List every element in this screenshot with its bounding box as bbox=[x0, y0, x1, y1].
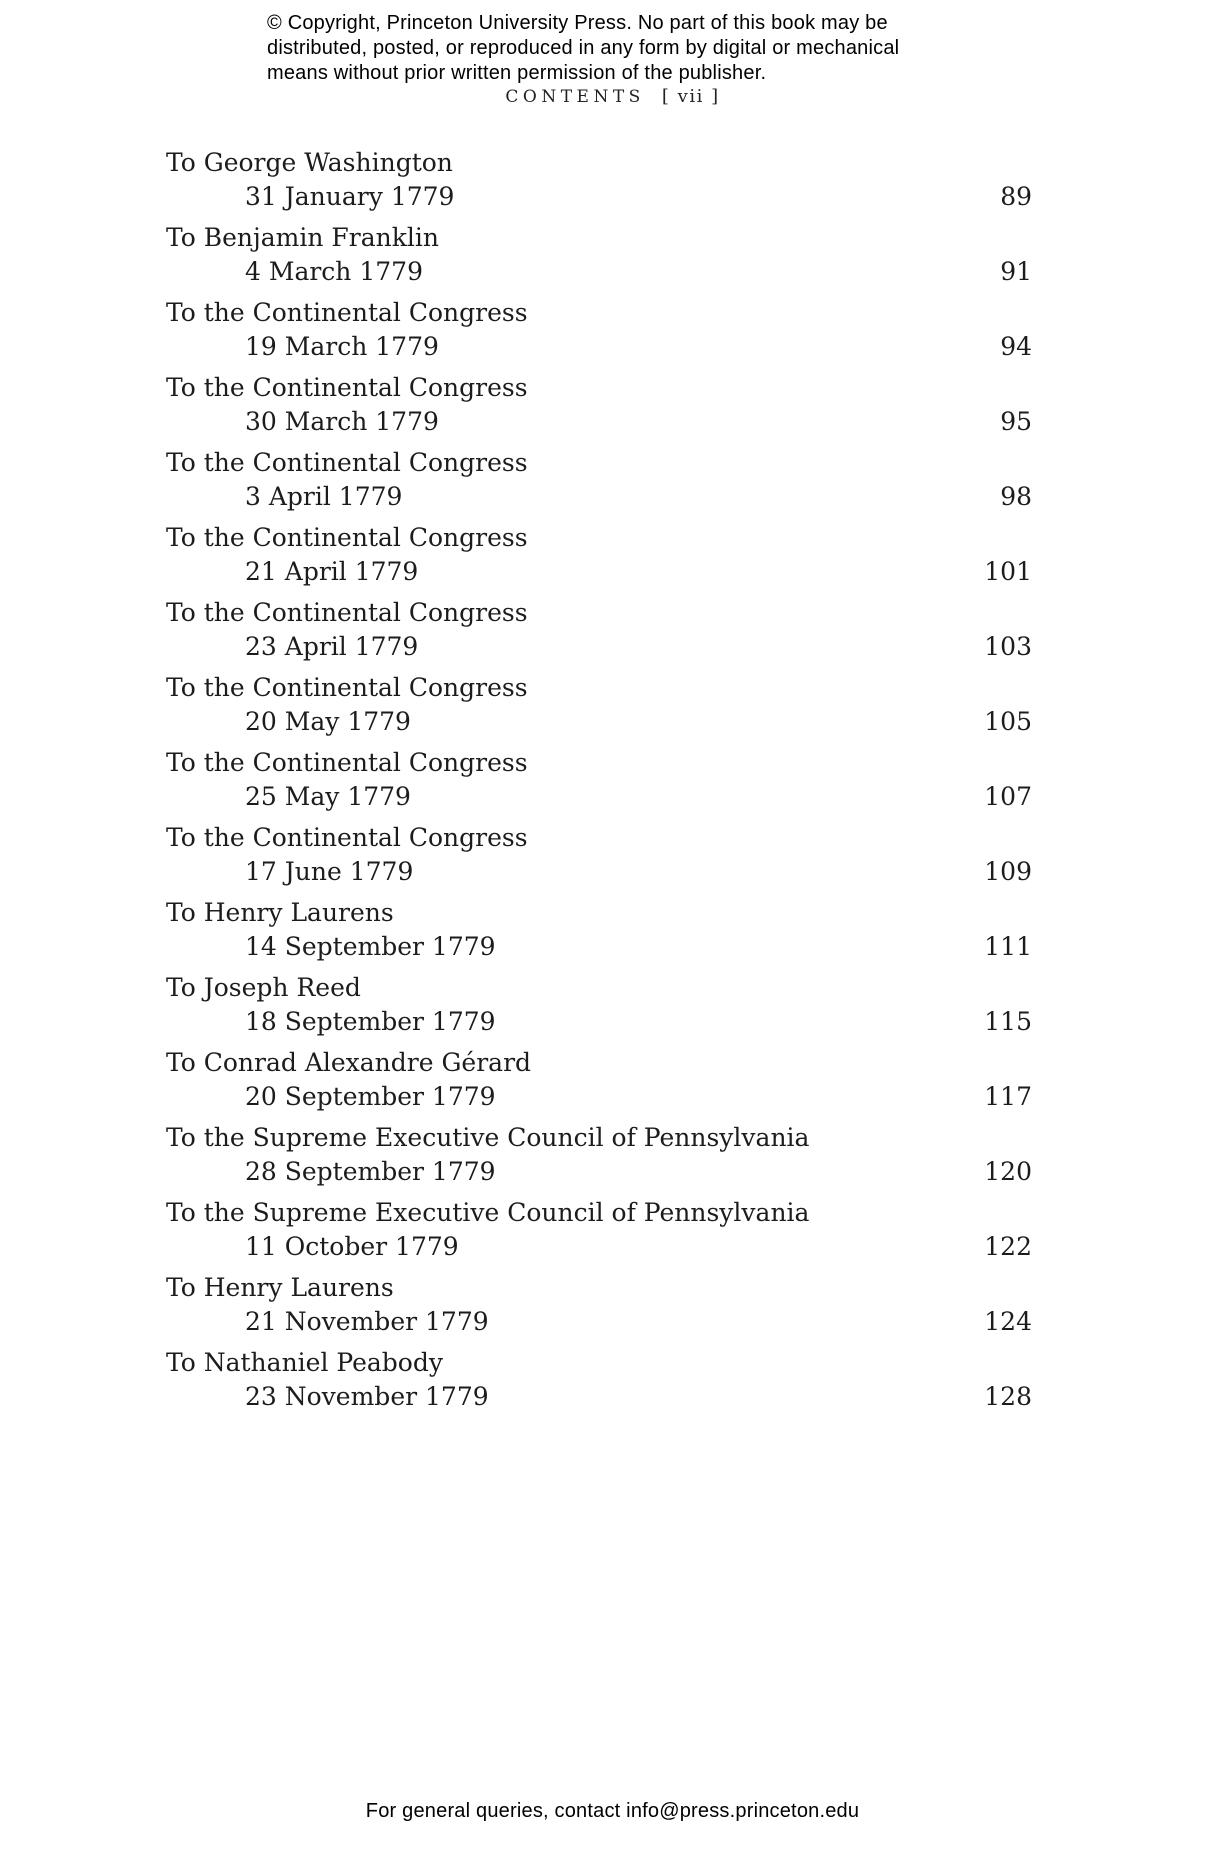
entry-date: 11 October 1779 bbox=[245, 1232, 459, 1261]
entry-date: 19 March 1779 bbox=[245, 332, 439, 361]
toc-entry bbox=[166, 1121, 1032, 1189]
toc-entry bbox=[166, 821, 1032, 889]
toc-entry bbox=[166, 446, 1032, 514]
entry-page-number: 105 bbox=[984, 707, 1032, 736]
entry-recipient: To Nathaniel Peabody bbox=[166, 1348, 443, 1377]
entry-page-number: 124 bbox=[984, 1307, 1032, 1336]
entry-date-row bbox=[166, 180, 1032, 214]
entry-page-number: 120 bbox=[984, 1157, 1032, 1186]
toc-entry bbox=[166, 1271, 1032, 1339]
entry-date-row bbox=[166, 1230, 1032, 1264]
entry-page-number: 111 bbox=[984, 932, 1032, 961]
entry-recipient: To Joseph Reed bbox=[166, 973, 361, 1002]
entry-date: 21 April 1779 bbox=[245, 557, 419, 586]
entry-page-number: 109 bbox=[984, 857, 1032, 886]
copyright-notice bbox=[267, 11, 899, 86]
entry-page-number: 103 bbox=[984, 632, 1032, 661]
entry-page-number: 107 bbox=[984, 782, 1032, 811]
toc-entry bbox=[166, 146, 1032, 214]
toc-entry bbox=[166, 296, 1032, 364]
copyright-line: distributed, posted, or reproduced in any form by digital or mechanical bbox=[267, 37, 900, 59]
toc-entry bbox=[166, 1046, 1032, 1114]
entry-recipient: To Benjamin Franklin bbox=[166, 223, 439, 252]
entry-recipient: To George Washington bbox=[166, 148, 453, 177]
entry-date: 4 March 1779 bbox=[245, 257, 423, 286]
entry-date-row bbox=[166, 1080, 1032, 1114]
entry-page-number: 115 bbox=[984, 1007, 1032, 1036]
entry-recipient: To the Continental Congress bbox=[166, 598, 528, 627]
entry-recipient: To Henry Laurens bbox=[166, 898, 394, 927]
entry-date: 30 March 1779 bbox=[245, 407, 439, 436]
entry-date-row bbox=[166, 1005, 1032, 1039]
entry-page-number: 128 bbox=[984, 1382, 1032, 1411]
entry-page-number: 95 bbox=[1000, 407, 1032, 436]
entry-page-number: 98 bbox=[1000, 482, 1032, 511]
entry-page-number: 117 bbox=[984, 1082, 1032, 1111]
entry-recipient: To the Continental Congress bbox=[166, 748, 528, 777]
entry-date-row bbox=[166, 855, 1032, 889]
entry-date-row bbox=[166, 405, 1032, 439]
entry-recipient: To the Continental Congress bbox=[166, 673, 528, 702]
entry-date-row bbox=[166, 780, 1032, 814]
entry-date-row bbox=[166, 705, 1032, 739]
entry-recipient: To Conrad Alexandre Gérard bbox=[166, 1048, 532, 1077]
toc-entry bbox=[166, 521, 1032, 589]
entry-date: 18 September 1779 bbox=[245, 1007, 496, 1036]
entry-date: 28 September 1779 bbox=[245, 1157, 496, 1186]
entry-date-row bbox=[166, 255, 1032, 289]
entry-date-row bbox=[166, 480, 1032, 514]
entry-recipient: To the Supreme Executive Council of Pennsylvania bbox=[166, 1123, 810, 1152]
entry-date: 23 April 1779 bbox=[245, 632, 419, 661]
contents-title: CONTENTS bbox=[505, 87, 645, 107]
copyright-line: © Copyright, Princeton University Press. No part of this book may be bbox=[267, 12, 888, 34]
entry-date: 20 September 1779 bbox=[245, 1082, 496, 1111]
entry-page-number: 122 bbox=[984, 1232, 1032, 1261]
entry-page-number: 94 bbox=[1000, 332, 1032, 361]
entry-recipient: To the Continental Congress bbox=[166, 523, 528, 552]
toc-entry bbox=[166, 671, 1032, 739]
toc-entry bbox=[166, 746, 1032, 814]
toc-entry bbox=[166, 371, 1032, 439]
entry-date-row bbox=[166, 330, 1032, 364]
footer-contact: For general queries, contact info@press.princeton.edu bbox=[365, 1800, 860, 1822]
toc-entry bbox=[166, 896, 1032, 964]
entry-recipient: To the Continental Congress bbox=[166, 373, 528, 402]
entry-date-row bbox=[166, 1380, 1032, 1414]
toc-entry bbox=[166, 221, 1032, 289]
entry-recipient: To the Supreme Executive Council of Pennsylvania bbox=[166, 1198, 810, 1227]
entry-recipient: To Henry Laurens bbox=[166, 1273, 394, 1302]
entry-date: 31 January 1779 bbox=[245, 182, 455, 211]
entry-date: 20 May 1779 bbox=[245, 707, 411, 736]
entry-recipient: To the Continental Congress bbox=[166, 298, 528, 327]
entry-date-row bbox=[166, 1155, 1032, 1189]
entry-page-number: 91 bbox=[1000, 257, 1032, 286]
entry-date: 25 May 1779 bbox=[245, 782, 411, 811]
entry-date: 14 September 1779 bbox=[245, 932, 496, 961]
entry-date-row bbox=[166, 555, 1032, 589]
copyright-line: means without prior written permission of the publisher. bbox=[267, 62, 767, 84]
toc-entry bbox=[166, 971, 1032, 1039]
entry-date-row bbox=[166, 630, 1032, 664]
entry-page-number: 89 bbox=[1000, 182, 1032, 211]
toc-entry bbox=[166, 1346, 1032, 1414]
folio-page-label: [ vii ] bbox=[661, 86, 720, 107]
entry-date-row bbox=[166, 930, 1032, 964]
toc-entry bbox=[166, 1196, 1032, 1264]
entry-recipient: To the Continental Congress bbox=[166, 448, 528, 477]
entry-page-number: 101 bbox=[984, 557, 1032, 586]
table-of-contents bbox=[166, 146, 1032, 1421]
entry-date: 21 November 1779 bbox=[245, 1307, 489, 1336]
entry-recipient: To the Continental Congress bbox=[166, 823, 528, 852]
entry-date-row bbox=[166, 1305, 1032, 1339]
contents-header bbox=[0, 86, 1225, 107]
entry-date: 17 June 1779 bbox=[245, 857, 414, 886]
entry-date: 23 November 1779 bbox=[245, 1382, 489, 1411]
entry-date: 3 April 1779 bbox=[245, 482, 403, 511]
toc-entry bbox=[166, 596, 1032, 664]
